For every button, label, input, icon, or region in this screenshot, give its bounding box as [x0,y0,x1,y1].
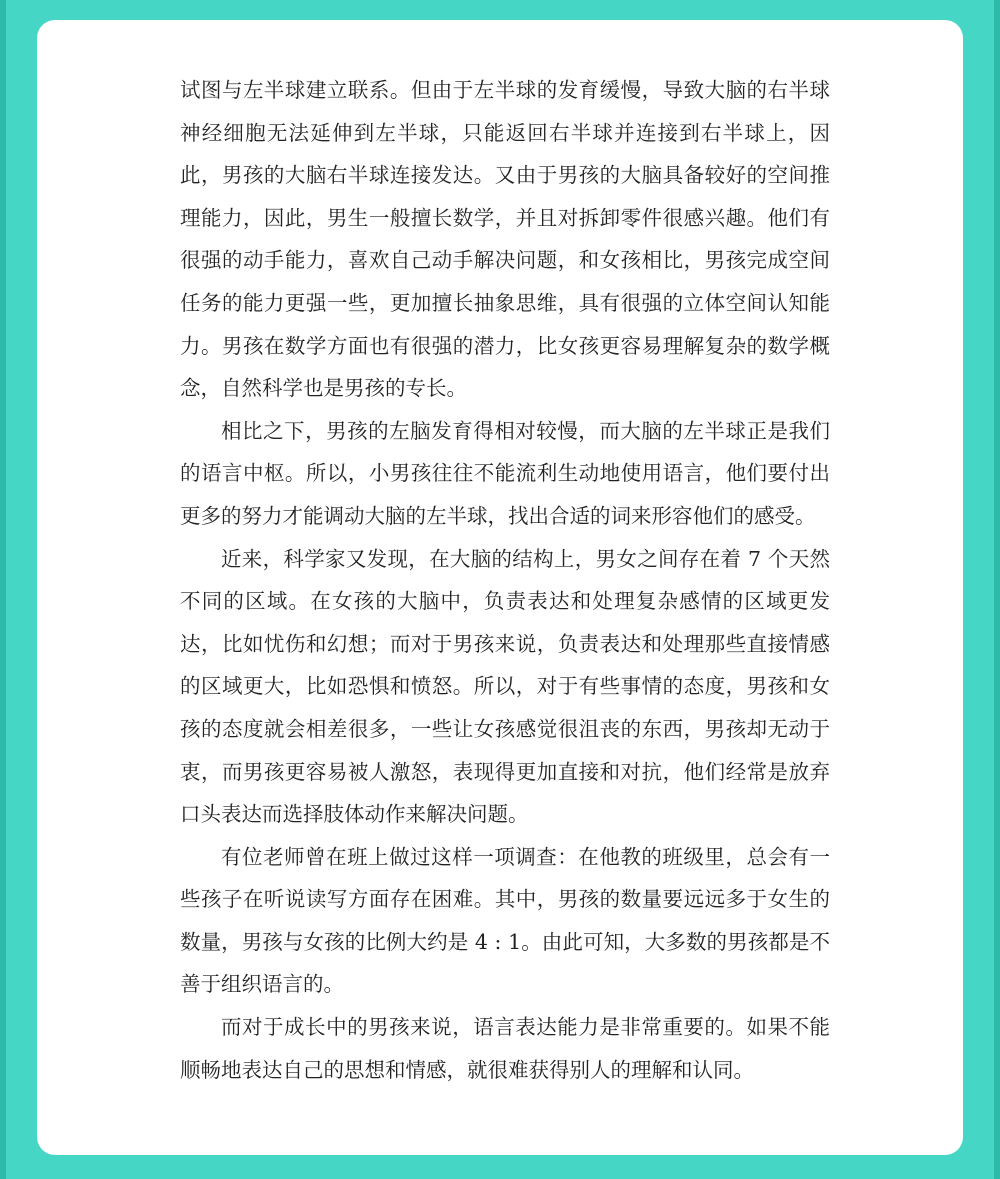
frame-edge-left [0,0,6,1179]
frame-edge-right [994,0,1000,1179]
paragraph-3: 近来，科学家又发现，在大脑的结构上，男女之间存在着 7 个天然不同的区域。在女孩的大脑中，负责表达和处理复杂感情的区域更发达，比如忧伤和幻想；而对于男孩来说，负责表达和处理那些直接情感的区域更大，比如恐惧和愤怒。所以，对于有些事情的态度，男孩和女孩的态度就会相差很多，一些让女孩感觉很沮丧的东西，男孩却无动于衷，而男孩更容易被人激怒，表现得更加直接和对抗，他们经常是放弃口头表达而选择肢体动作来解决问题。 [180,546,830,827]
paragraph-5: 而对于成长中的男孩来说，语言表达能力是非常重要的。如果不能顺畅地表达自己的思想和情感，就很难获得别人的理解和认同。 [180,1015,830,1082]
paragraph-1: 试图与左半球建立联系。但由于左半球的发育缓慢，导致大脑的右半球神经细胞无法延伸到左半球，只能返回右半球并连接到右半球上，因此，男孩的大脑右半球连接发达。又由于男孩的大脑具备较好的空间推理能力，因此，男生一般擅长数学，并且对拆卸零件很感兴趣。他们有很强的动手能力，喜欢自己动手解决问题，和女孩相比，男孩完成空间任务的能力更强一些，更加擅长抽象思维，具有很强的立体空间认知能力。男孩在数学方面也有很强的潜力，比女孩更容易理解复杂的数学概念，自然科学也是男孩的专长。 [180,78,830,401]
body-text [180,69,830,1091]
paragraph-4: 有位老师曾在班上做过这样一项调查：在他教的班级里，总会有一些孩子在听说读写方面存在困难。其中，男孩的数量要远远多于女生的数量，男孩与女孩的比例大约是 4 : 1。由此可知，大多数的男孩都是不善于组织语言的。 [180,844,830,997]
paragraph-2: 相比之下，男孩的左脑发育得相对较慢，而大脑的左半球正是我们的语言中枢。所以，小男孩往往不能流利生动地使用语言，他们要付出更多的努力才能调动大脑的左半球，找出合适的词来形容他们的感受。 [180,418,830,528]
